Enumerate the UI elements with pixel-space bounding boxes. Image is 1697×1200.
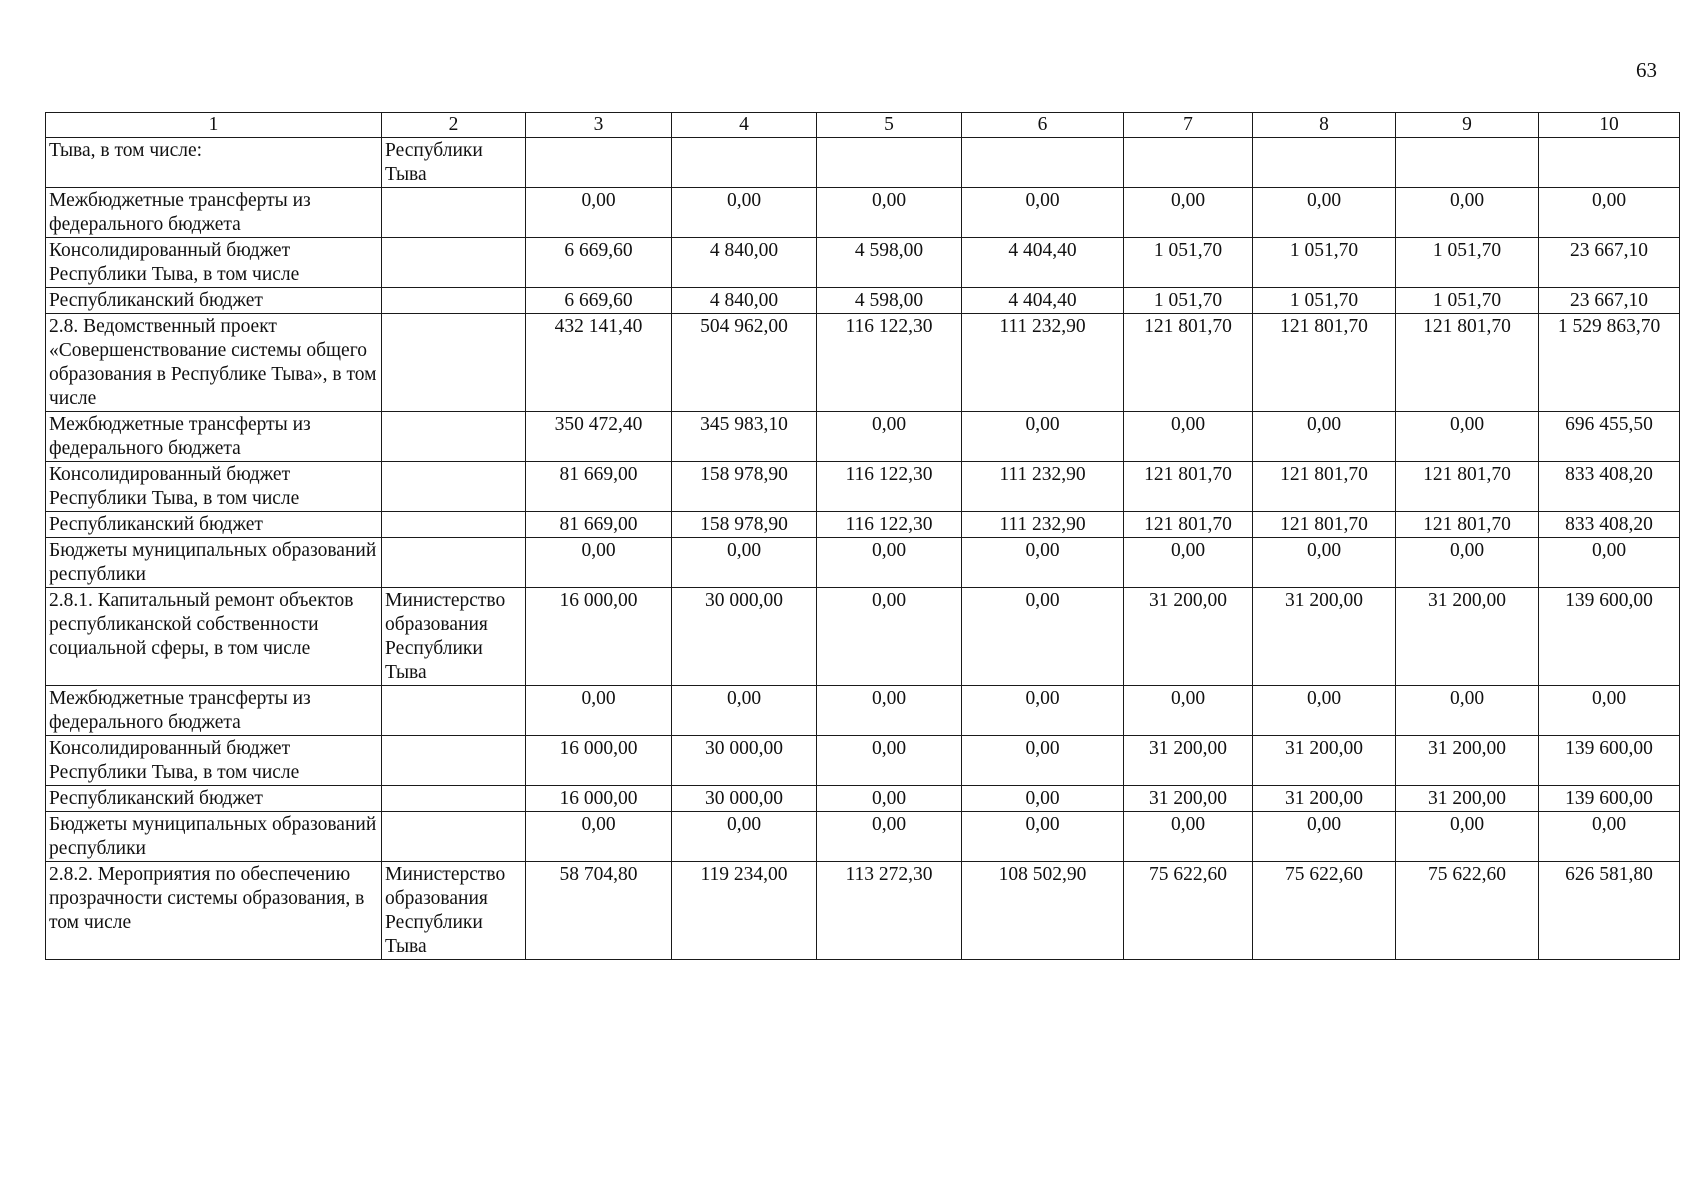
value-cell: 0,00 — [526, 538, 672, 588]
value-cell: 0,00 — [1124, 812, 1253, 862]
value-cell: 0,00 — [1396, 412, 1539, 462]
value-cell: 121 801,70 — [1124, 512, 1253, 538]
row-label: Межбюджетные трансферты из федерального бюджета — [46, 686, 382, 736]
value-cell: 6 669,60 — [526, 238, 672, 288]
value-cell — [1253, 138, 1396, 188]
value-cell: 111 232,90 — [962, 314, 1124, 412]
table-row — [46, 138, 1680, 188]
row-executor — [382, 686, 526, 736]
value-cell: 111 232,90 — [962, 462, 1124, 512]
column-number: 6 — [962, 113, 1124, 138]
value-cell: 0,00 — [672, 812, 817, 862]
row-label: Бюджеты муниципальных образований республики — [46, 538, 382, 588]
column-number: 10 — [1539, 113, 1680, 138]
value-cell: 23 667,10 — [1539, 288, 1680, 314]
value-cell: 0,00 — [962, 686, 1124, 736]
value-cell: 0,00 — [526, 812, 672, 862]
value-cell: 116 122,30 — [817, 314, 962, 412]
value-cell: 0,00 — [817, 736, 962, 786]
value-cell: 0,00 — [817, 188, 962, 238]
row-label: Консолидированный бюджет Республики Тыва, в том числе — [46, 238, 382, 288]
row-label: Консолидированный бюджет Республики Тыва, в том числе — [46, 462, 382, 512]
value-cell: 0,00 — [817, 412, 962, 462]
table-body — [46, 138, 1680, 960]
row-executor — [382, 314, 526, 412]
page-number: 63 — [1636, 58, 1657, 82]
value-cell: 158 978,90 — [672, 462, 817, 512]
column-number: 3 — [526, 113, 672, 138]
row-executor — [382, 462, 526, 512]
row-executor — [382, 238, 526, 288]
value-cell: 158 978,90 — [672, 512, 817, 538]
table-row — [46, 238, 1680, 288]
value-cell: 696 455,50 — [1539, 412, 1680, 462]
value-cell: 0,00 — [962, 786, 1124, 812]
value-cell: 75 622,60 — [1124, 862, 1253, 960]
value-cell: 16 000,00 — [526, 588, 672, 686]
value-cell: 1 051,70 — [1124, 238, 1253, 288]
row-label: 2.8.1. Капитальный ремонт объектов республиканской собственности социальной сферы, в том числе — [46, 588, 382, 686]
value-cell — [1124, 138, 1253, 188]
column-number: 5 — [817, 113, 962, 138]
value-cell: 139 600,00 — [1539, 736, 1680, 786]
value-cell — [526, 138, 672, 188]
value-cell: 31 200,00 — [1253, 736, 1396, 786]
row-label: Тыва, в том числе: — [46, 138, 382, 188]
table-row — [46, 512, 1680, 538]
value-cell: 119 234,00 — [672, 862, 817, 960]
value-cell: 833 408,20 — [1539, 462, 1680, 512]
column-number: 2 — [382, 113, 526, 138]
table-row — [46, 288, 1680, 314]
value-cell: 0,00 — [1396, 686, 1539, 736]
value-cell: 0,00 — [1396, 812, 1539, 862]
table-row — [46, 462, 1680, 512]
value-cell: 30 000,00 — [672, 786, 817, 812]
value-cell: 345 983,10 — [672, 412, 817, 462]
row-label: Межбюджетные трансферты из федерального бюджета — [46, 412, 382, 462]
value-cell: 1 051,70 — [1396, 288, 1539, 314]
value-cell: 139 600,00 — [1539, 588, 1680, 686]
column-number-row — [46, 113, 1680, 138]
value-cell: 0,00 — [817, 588, 962, 686]
value-cell: 0,00 — [1124, 686, 1253, 736]
value-cell: 1 051,70 — [1253, 288, 1396, 314]
value-cell: 121 801,70 — [1253, 462, 1396, 512]
table-row — [46, 538, 1680, 588]
table-row — [46, 812, 1680, 862]
value-cell: 0,00 — [672, 686, 817, 736]
value-cell: 0,00 — [1253, 412, 1396, 462]
value-cell: 0,00 — [672, 538, 817, 588]
value-cell: 1 051,70 — [1124, 288, 1253, 314]
column-number: 7 — [1124, 113, 1253, 138]
value-cell: 31 200,00 — [1124, 736, 1253, 786]
value-cell: 121 801,70 — [1396, 314, 1539, 412]
table-row — [46, 786, 1680, 812]
value-cell: 4 840,00 — [672, 238, 817, 288]
value-cell: 23 667,10 — [1539, 238, 1680, 288]
value-cell: 0,00 — [1124, 188, 1253, 238]
row-label: Межбюджетные трансферты из федерального бюджета — [46, 188, 382, 238]
value-cell: 58 704,80 — [526, 862, 672, 960]
value-cell: 113 272,30 — [817, 862, 962, 960]
row-label: Консолидированный бюджет Республики Тыва, в том числе — [46, 736, 382, 786]
value-cell: 0,00 — [1396, 188, 1539, 238]
value-cell: 0,00 — [817, 538, 962, 588]
value-cell: 108 502,90 — [962, 862, 1124, 960]
row-label: Республиканский бюджет — [46, 786, 382, 812]
value-cell: 0,00 — [962, 412, 1124, 462]
value-cell: 626 581,80 — [1539, 862, 1680, 960]
row-executor — [382, 538, 526, 588]
value-cell: 31 200,00 — [1396, 736, 1539, 786]
value-cell — [1539, 138, 1680, 188]
value-cell: 0,00 — [962, 188, 1124, 238]
value-cell: 0,00 — [962, 588, 1124, 686]
value-cell: 0,00 — [1539, 538, 1680, 588]
column-number: 8 — [1253, 113, 1396, 138]
value-cell: 0,00 — [817, 686, 962, 736]
row-executor: Министерство образования Республики Тыва — [382, 862, 526, 960]
value-cell: 350 472,40 — [526, 412, 672, 462]
value-cell: 0,00 — [817, 786, 962, 812]
value-cell: 31 200,00 — [1253, 786, 1396, 812]
value-cell: 0,00 — [1539, 188, 1680, 238]
row-executor — [382, 512, 526, 538]
value-cell: 121 801,70 — [1396, 462, 1539, 512]
value-cell: 116 122,30 — [817, 462, 962, 512]
value-cell — [1396, 138, 1539, 188]
table-row — [46, 862, 1680, 960]
value-cell: 111 232,90 — [962, 512, 1124, 538]
row-label: 2.8. Ведомственный проект «Совершенствование системы общего образования в Республике Тыва», в том числе — [46, 314, 382, 412]
value-cell — [817, 138, 962, 188]
value-cell: 30 000,00 — [672, 736, 817, 786]
column-number: 4 — [672, 113, 817, 138]
value-cell: 0,00 — [1253, 188, 1396, 238]
value-cell: 0,00 — [526, 686, 672, 736]
value-cell: 1 529 863,70 — [1539, 314, 1680, 412]
row-executor — [382, 412, 526, 462]
value-cell: 833 408,20 — [1539, 512, 1680, 538]
row-label: Республиканский бюджет — [46, 288, 382, 314]
value-cell: 121 801,70 — [1253, 512, 1396, 538]
table-row — [46, 188, 1680, 238]
table-row — [46, 686, 1680, 736]
value-cell: 31 200,00 — [1124, 588, 1253, 686]
value-cell: 16 000,00 — [526, 786, 672, 812]
column-number: 9 — [1396, 113, 1539, 138]
value-cell: 121 801,70 — [1396, 512, 1539, 538]
row-executor: Министерство образования Республики Тыва — [382, 588, 526, 686]
value-cell: 1 051,70 — [1253, 238, 1396, 288]
value-cell: 31 200,00 — [1396, 786, 1539, 812]
value-cell: 30 000,00 — [672, 588, 817, 686]
value-cell: 0,00 — [526, 188, 672, 238]
value-cell: 0,00 — [1539, 686, 1680, 736]
row-executor: Республики Тыва — [382, 138, 526, 188]
value-cell: 6 669,60 — [526, 288, 672, 314]
value-cell: 0,00 — [962, 538, 1124, 588]
value-cell: 31 200,00 — [1253, 588, 1396, 686]
value-cell: 0,00 — [1124, 412, 1253, 462]
value-cell: 0,00 — [962, 812, 1124, 862]
value-cell: 0,00 — [1539, 812, 1680, 862]
value-cell: 4 598,00 — [817, 238, 962, 288]
row-executor — [382, 188, 526, 238]
column-number: 1 — [46, 113, 382, 138]
value-cell: 16 000,00 — [526, 736, 672, 786]
row-label: 2.8.2. Мероприятия по обеспечению прозрачности системы образования, в том числе — [46, 862, 382, 960]
value-cell: 139 600,00 — [1539, 786, 1680, 812]
value-cell: 4 404,40 — [962, 238, 1124, 288]
value-cell: 75 622,60 — [1253, 862, 1396, 960]
value-cell: 31 200,00 — [1396, 588, 1539, 686]
value-cell: 1 051,70 — [1396, 238, 1539, 288]
row-label: Бюджеты муниципальных образований республики — [46, 812, 382, 862]
row-executor — [382, 812, 526, 862]
table-row — [46, 588, 1680, 686]
value-cell: 121 801,70 — [1124, 462, 1253, 512]
value-cell: 432 141,40 — [526, 314, 672, 412]
table-row — [46, 412, 1680, 462]
value-cell: 4 840,00 — [672, 288, 817, 314]
value-cell — [672, 138, 817, 188]
value-cell: 0,00 — [962, 736, 1124, 786]
value-cell: 0,00 — [672, 188, 817, 238]
budget-table — [45, 112, 1680, 960]
value-cell: 0,00 — [1124, 538, 1253, 588]
row-executor — [382, 736, 526, 786]
value-cell: 121 801,70 — [1124, 314, 1253, 412]
value-cell: 504 962,00 — [672, 314, 817, 412]
value-cell: 116 122,30 — [817, 512, 962, 538]
table-row — [46, 314, 1680, 412]
value-cell: 0,00 — [817, 812, 962, 862]
value-cell: 0,00 — [1253, 538, 1396, 588]
value-cell: 31 200,00 — [1124, 786, 1253, 812]
value-cell: 0,00 — [1253, 686, 1396, 736]
value-cell — [962, 138, 1124, 188]
value-cell: 75 622,60 — [1396, 862, 1539, 960]
table-row — [46, 736, 1680, 786]
value-cell: 4 404,40 — [962, 288, 1124, 314]
value-cell: 81 669,00 — [526, 512, 672, 538]
value-cell: 0,00 — [1396, 538, 1539, 588]
value-cell: 0,00 — [1253, 812, 1396, 862]
row-label: Республиканский бюджет — [46, 512, 382, 538]
value-cell: 121 801,70 — [1253, 314, 1396, 412]
value-cell: 81 669,00 — [526, 462, 672, 512]
row-executor — [382, 288, 526, 314]
value-cell: 4 598,00 — [817, 288, 962, 314]
row-executor — [382, 786, 526, 812]
